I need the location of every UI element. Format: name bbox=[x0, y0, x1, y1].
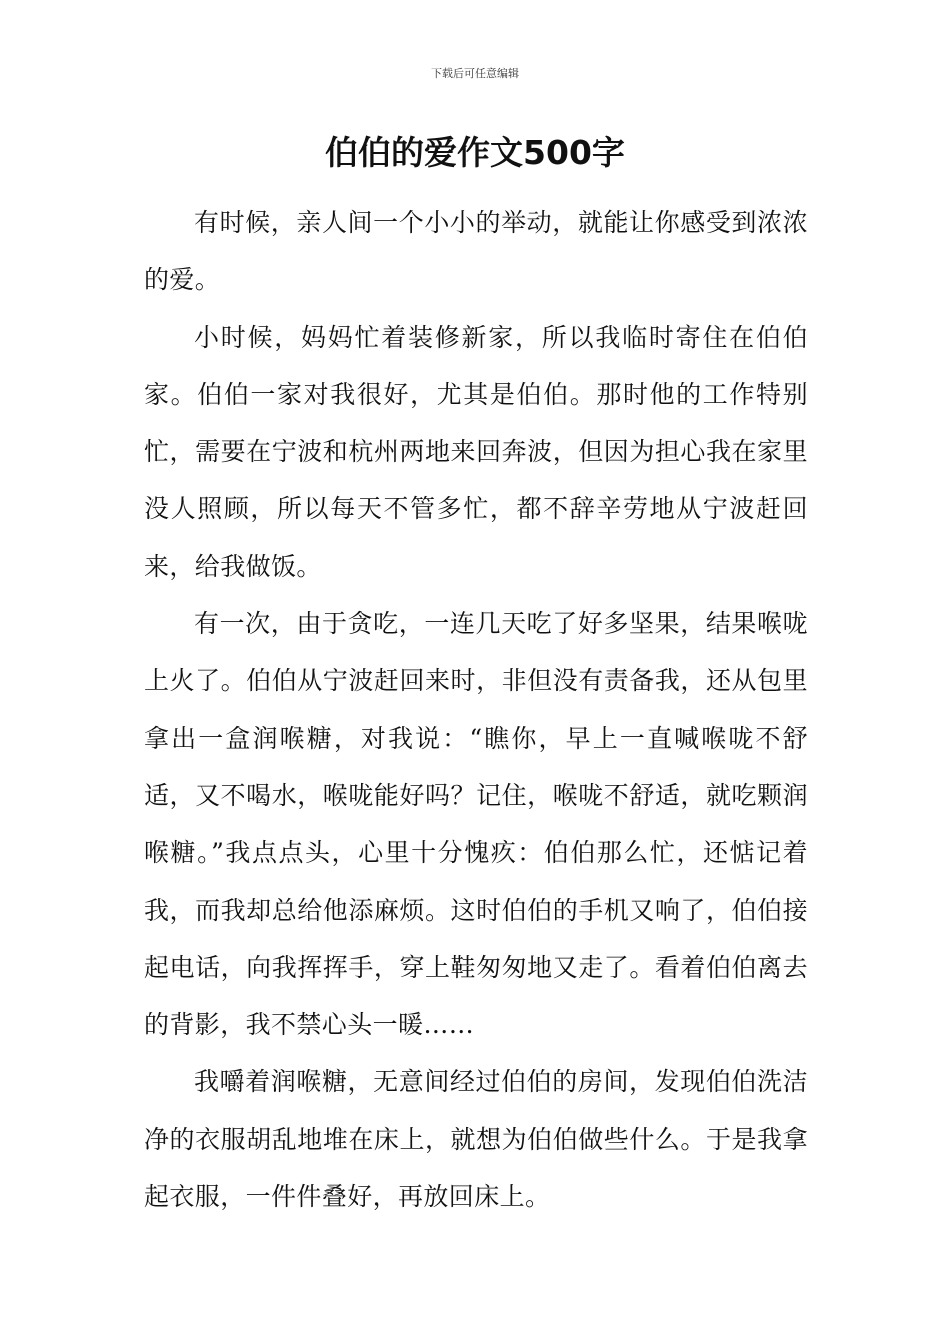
paragraph-3: 有一次，由于贪吃，一连几天吃了好多坚果，结果喉咙上火了。伯伯从宁波赶回来时，非但没有责备我，还从包里拿出一盒润喉糖，对我说：“瞧你，早上一直喊喉咙不舒适，又不喝水，喉咙能好吗？记住，喉咙不舒适，就吃颗润喉糖。”我点点头，心里十分愧疚：伯伯那么忙，还惦记着我，而我却总给他添麻烦。这时伯伯的手机又响了，伯伯接起电话，向我挥挥手，穿上鞋匆匆地又走了。看着伯伯离去的背影，我不禁心头一暖…… bbox=[144, 609, 808, 1040]
paragraph-1: 有时候，亲人间一个小小的举动，就能让你感受到浓浓的爱。 bbox=[144, 208, 808, 295]
paragraph-4: 我嚼着润喉糖，无意间经过伯伯的房间，发现伯伯洗洁净的衣服胡乱地堆在床上，就想为伯伯做些什么。于是我拿起衣服，一件件叠好，再放回床上。 bbox=[144, 1067, 808, 1212]
header-note: 下载后可任意编辑 bbox=[431, 67, 519, 80]
document-body bbox=[144, 194, 808, 1225]
paragraph-2: 小时候，妈妈忙着装修新家，所以我临时寄住在伯伯家。伯伯一家对我很好，尤其是伯伯。那时他的工作特别忙，需要在宁波和杭州两地来回奔波，但因为担心我在家里没人照顾，所以每天不管多忙，都不辞辛劳地从宁波赶回来，给我做饭。 bbox=[144, 322, 808, 581]
document-title: 伯伯的爱作文500字 bbox=[325, 133, 625, 172]
